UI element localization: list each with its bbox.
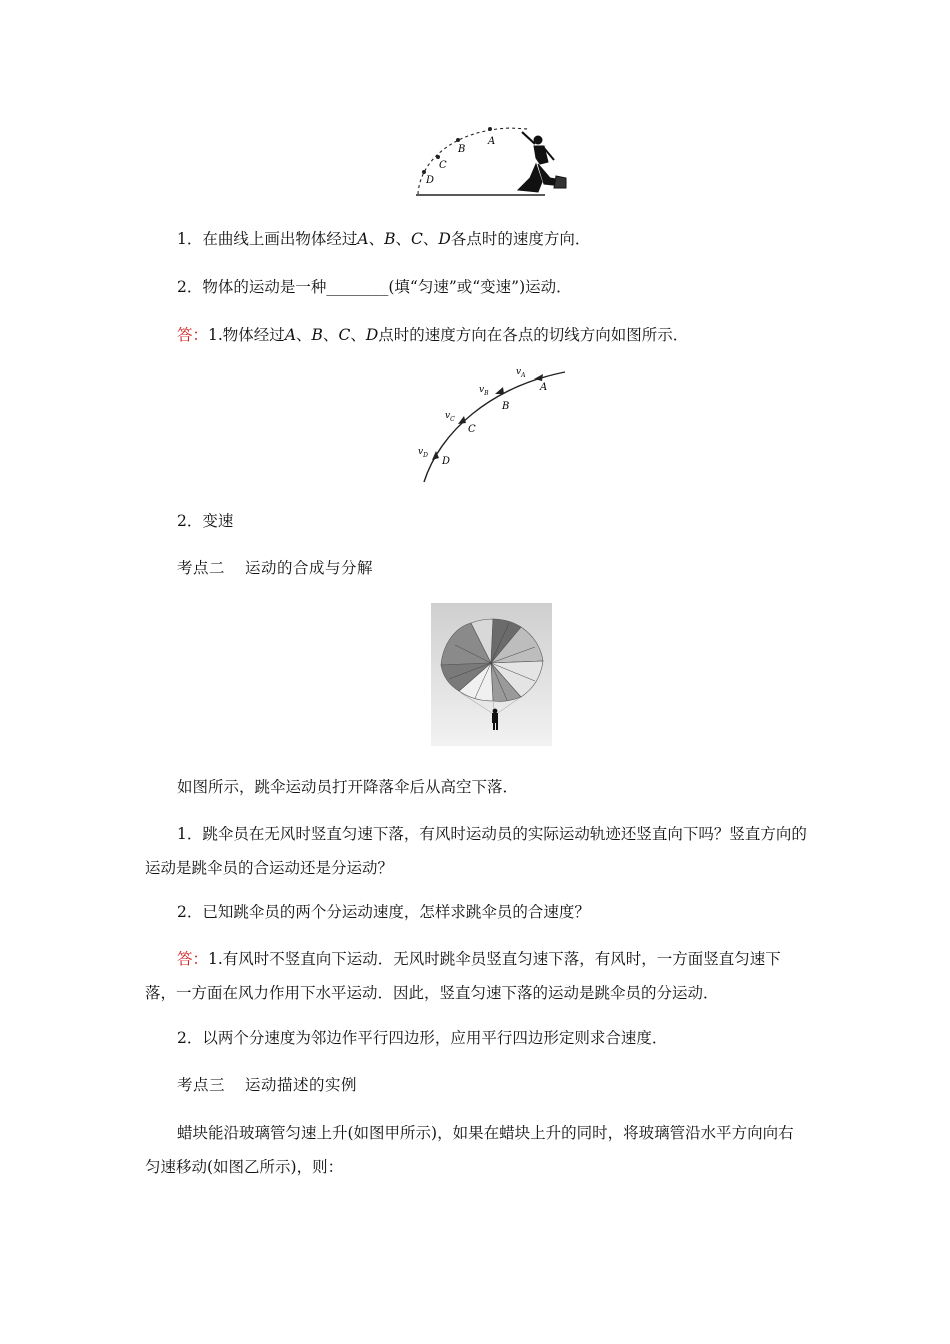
section-2-label: 考点二 [177,559,226,577]
trajectory-figure [410,120,580,200]
pt-c: C [338,326,351,344]
sep: 、 [322,326,339,344]
section-2-item-2: 2．已知跳伞员的两个分运动速度，怎样求跳伞员的合速度？ [177,903,590,921]
question-item-1 [145,222,839,256]
label-a: A [488,136,496,147]
point-a-dot [488,127,492,131]
answer-label: 答： [177,950,209,968]
pt-a: A [284,326,297,344]
section-3-label: 考点三 [177,1076,226,1094]
section-2-item-1: 1．跳伞员在无风时竖直匀速下落，有风时运动员的实际运动轨迹还竖直向下吗？竖直方向的运动是跳伞员的合运动还是分运动？ [145,825,807,877]
sep: 、 [368,230,385,248]
answer-label: 答： [177,326,209,344]
sep: 、 [296,326,312,344]
label-b: B [458,144,466,155]
arrow-b [495,387,504,394]
pt-d: D [438,230,451,248]
question-item-2: 2．物体的运动是一种________(填“匀速”或“变速”)运动． [177,278,572,296]
answer-pre: 1.物体经过 [208,326,285,344]
pt-c: C [411,230,423,248]
pt-label-a: A [540,382,548,393]
trajectory-curve [418,128,528,194]
point-b-dot [456,138,460,142]
item-number: 1． [177,230,203,248]
pt-label-c: C [468,424,476,435]
label-c: C [439,160,447,171]
section-3-title [145,1068,839,1102]
item1-post: 各点时的速度方向． [450,230,591,248]
thrower-figure [518,132,566,192]
pt-b: B [384,230,396,248]
v-label-d: $v_D$ [418,447,428,459]
parachute-image [431,603,552,746]
sep: 、 [422,230,439,248]
sep: 、 [350,326,366,344]
section-2-name: 运动的合成与分解 [245,559,374,577]
point-d-dot [422,170,426,174]
arrow-c [458,416,466,424]
section-2-answer-2: 2．以两个分速度为邻边作平行四边形，应用平行四边形定则求合速度． [177,1029,668,1047]
v-label-a: $v_A$ [516,367,526,379]
answer-post: 点时的速度方向在各点的切线方向如图所示． [378,326,689,344]
pt-a: A [357,230,369,248]
sep: 、 [395,230,412,248]
pt-d: D [365,326,379,344]
pt-label-b: B [502,401,510,412]
section-2-title [145,551,839,585]
section-2-intro: 如图所示，跳伞运动员打开降落伞后从高空下落． [177,778,519,796]
section-2-answer-1 [145,942,807,1010]
v-label-c: $v_C$ [445,411,455,423]
item1-pre: 在曲线上画出物体经过 [202,230,358,248]
answer-text: 1.有风时不竖直向下运动．无风时跳伞员竖直匀速下落，有风时，一方面竖直匀速下落，一方面在风力作用下水平运动．因此，竖直匀速下落的运动是跳伞员的分运动． [145,950,781,1002]
pt-label-d: D [442,456,451,467]
section-3-name: 运动描述的实例 [245,1076,358,1094]
v-label-b: $v_B$ [479,385,489,397]
pt-b: B [311,326,323,344]
section-3-body: 蜡块能沿玻璃管匀速上升(如图甲所示)，如果在蜡块上升的同时，将玻璃管沿水平方向向右匀速移动(如图乙所示)，则： [145,1124,794,1176]
velocity-figure [410,362,580,487]
point-c-dot [436,155,440,159]
label-d: D [426,175,435,186]
answer-1-line-1 [145,318,839,352]
answer-1-line-2: 2．变速 [177,512,234,530]
